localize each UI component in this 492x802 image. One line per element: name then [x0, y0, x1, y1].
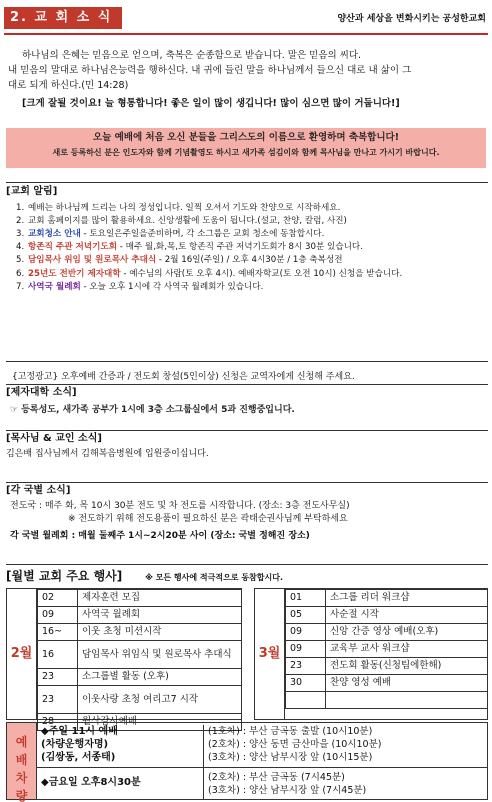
pastor-body: 김은배 집사님께서 김해복음병원에 입원중이십니다.: [6, 448, 209, 459]
notice-text: - 예수님의 사람(토 오후 4시). 예배자학교(토 오전 10시) 신청을 받습니다.: [120, 268, 403, 279]
church-motto: 양산과 세상을 변화시키는 공성한교회: [337, 14, 486, 24]
event-date: [286, 692, 326, 709]
sunday-service: [41, 725, 199, 764]
events-header: [6, 564, 488, 584]
event-name: 월삭감사예배: [78, 714, 242, 731]
bus-route: (3호차) : 양산 남부시장 앞 (7시45분): [208, 785, 367, 796]
notice-number: 2.: [16, 215, 25, 226]
sunday-routes: [203, 725, 381, 769]
march-events-table: [285, 589, 488, 709]
event-name: 제자훈련 모집: [78, 590, 242, 607]
event-name: 담임목사 위임식 및 원로목사 추대식: [78, 641, 242, 669]
notice-number: 7.: [16, 281, 25, 292]
notice-text: 교회 홈페이지를 많이 활용하세요. 신앙생활에 도움이 됩니다.(설교, 찬양, 칼럼, 사진): [28, 215, 347, 226]
event-row: [38, 686, 242, 714]
notice-text: - 오늘 오후 1시에 각 사역국 월례회가 있습니다.: [80, 281, 264, 292]
event-date: 02: [38, 590, 78, 607]
bus-route: (2호차) : 부산 금곡동 (7시45분): [208, 772, 345, 783]
sunday-drivers-label: (차량운행자명): [41, 739, 109, 750]
event-row: [38, 607, 242, 624]
february-events-table: [37, 589, 242, 731]
disciple-box: [6, 384, 488, 420]
disciple-body: ☞ 등록성도, 새가족 공부가 1시에 3층 소그룹실에서 5과 진행중입니다.: [10, 404, 295, 415]
verse-confession: [크게 잘될 것이요! 늘 형통합니다! 좋은 일이 많이 생깁니다! 많이 심으면 많이 거둡니다!]: [22, 97, 400, 109]
notice-text: 예배는 하나님께 드리는 나의 정성입니다. 일찍 오셔서 기도와 찬양으로 시작하세요.: [28, 202, 341, 213]
bus-schedule: [6, 722, 488, 800]
event-date: 16: [38, 641, 78, 669]
friday-bus-row: [37, 768, 487, 800]
event-date: 28: [38, 714, 78, 731]
notice-item: [16, 202, 488, 215]
welcome-banner: [6, 128, 486, 168]
event-row: [38, 669, 242, 686]
event-name: 사역국 월례회: [78, 607, 242, 624]
welcome-line: 새로 등록하신 분은 인도자와 함께 기념촬영도 하시고 새가족 섬김이와 함께 목사님을 만나고 가시기 바랍니다.: [52, 147, 440, 157]
month-label: 2월: [7, 589, 37, 719]
event-date: 01: [286, 590, 326, 607]
event-name: 교육부 교사 워크샵: [326, 641, 488, 658]
event-row: [286, 692, 488, 709]
event-row: [286, 607, 488, 624]
notice-text: - 매주 월,화,목,토 항존직 주관 저녁기도회가 8시 30분 있습니다.: [117, 242, 363, 253]
event-name: 이웃 초청 미션시작: [78, 624, 242, 641]
month-label: 3월: [255, 589, 285, 719]
bus-route: (3호차) : 양산 남부시장 앞 (10시15분): [208, 752, 373, 763]
welcome-line: 오늘 예배에 처음 오신 분들을 그리스도의 이름으로 환영하며 축복합니다!: [92, 132, 400, 143]
event-name: 전도회 활동(신청팀에한해): [326, 658, 488, 675]
notice-highlight: 항존직 주관 저녁기도회: [28, 242, 117, 253]
missions-line: 전도국 : 매주 화, 목 10시 30분 전도 및 차 전도를 시작합니다. (장소: 3층 전도사무실): [10, 500, 350, 511]
event-date: 30: [286, 675, 326, 692]
disciple-title: [제자대학 소식]: [6, 387, 77, 398]
notice-item: [16, 268, 488, 281]
notice-number: 3.: [16, 228, 25, 239]
events-title: [월별 교회 주요 행사]: [6, 569, 123, 583]
event-date: 16~: [38, 624, 78, 641]
verse-block: [8, 48, 486, 111]
notice-highlight: 25년도 전반기 제자대학: [28, 268, 121, 279]
sunday-bus-row: [37, 723, 487, 768]
event-row: [286, 590, 488, 607]
notice-highlight: 담임목사 위임 및 원로목사 추대식: [28, 255, 157, 266]
header: [4, 5, 488, 35]
notice-number: 5.: [16, 255, 25, 266]
event-row: [286, 624, 488, 641]
event-row: [286, 658, 488, 675]
notice-number: 6.: [16, 268, 25, 279]
event-name: [326, 692, 488, 709]
event-row: [286, 675, 488, 692]
notice-highlight: 사역국 월례회: [28, 281, 81, 292]
verse-line: 내 믿음의 말대로 하나님은능력을 행하신다. 내 귀에 들린 말을 하나님께서 들으신 대로 내 삶이 그: [8, 65, 412, 77]
fixed-ad: {고정광고} 오후예배 간증과 / 전도회 창설(5인이상) 신청은 교역자에게 신청해 주세요.: [12, 372, 355, 382]
notice-item: [16, 241, 488, 254]
bus-label: 예배차량: [7, 723, 37, 799]
pastor-title: [목사님 & 교인 소식]: [6, 433, 102, 444]
event-name: 신앙 간증 영상 예배(오후): [326, 624, 488, 641]
missions-line: 각 국별 월례회 : 매월 둘째주 1시~2시20분 사이 (장소: 국별 정해진 장소): [10, 531, 310, 541]
notice-item: [16, 215, 488, 228]
notice-item: [16, 228, 488, 241]
notice-number: 1.: [16, 202, 25, 213]
events-note: ※ 모든 행사에 적극적으로 동참합시다.: [145, 573, 284, 582]
bus-route: (1호차) : 부산 금곡동 출발 (10시10분): [208, 726, 373, 737]
event-name: 찬양 영성 예배: [326, 675, 488, 692]
section-title: 2. 교 회 소 식: [4, 7, 122, 29]
verse-line: 하나님의 은혜는 믿음으로 얻으며, 축복은 순종함으로 받습니다. 말은 믿음의 씨다.: [22, 50, 362, 61]
verse-line: 대로 되게 하신다.(민 14:28): [8, 80, 129, 92]
notice-text: - 2월 16일(주일) / 오후 4시30분 / 1층 축복성전: [156, 255, 343, 266]
pastor-box: [6, 430, 488, 466]
friday-service-title: ◆금요일 오후8시30분: [41, 777, 141, 788]
event-date: 05: [286, 607, 326, 624]
event-date: 09: [38, 607, 78, 624]
calendar-march: [254, 588, 488, 720]
notices-title: [교회 알림]: [6, 186, 58, 197]
notice-highlight: 교회청소 안내: [28, 228, 81, 239]
event-date: 23: [38, 686, 78, 714]
event-date: 23: [38, 669, 78, 686]
event-row: [38, 590, 242, 607]
missions-line: ※ 전도하기 위해 전도용품이 필요하신 분은 곽태순권사님께 부탁하세요: [68, 513, 348, 524]
notices-list: [6, 202, 488, 294]
notice-number: 4.: [16, 242, 25, 253]
event-date: 23: [286, 658, 326, 675]
event-name: 이웃사랑 초청 여리고7 시작: [78, 686, 242, 714]
missions-box: [6, 482, 488, 556]
church-notices: [6, 182, 488, 362]
sunday-drivers: (김쌍동, 서종태): [41, 752, 116, 763]
event-name: 소그룹별 활동 (오후): [78, 669, 242, 686]
friday-routes: [203, 768, 366, 800]
event-row: [38, 624, 242, 641]
event-row: [286, 641, 488, 658]
event-row: [38, 641, 242, 669]
notice-item: [16, 254, 488, 267]
event-name: 소그룹 리더 워크샵: [326, 590, 488, 607]
event-date: 09: [286, 624, 326, 641]
bus-route: (2호차) : 양산 동면 금산마을 (10시10분): [208, 739, 382, 750]
notice-item: [16, 281, 488, 294]
calendar-february: [6, 588, 242, 728]
event-name: 사순절 시작: [326, 607, 488, 624]
sunday-service-title: ◆주일 11시 예배: [41, 726, 118, 737]
event-date: 09: [286, 641, 326, 658]
missions-title: [각 국별 소식]: [6, 485, 71, 496]
notice-text: - 토요일은주일을준비하며, 각 소그룹은 교회 청소에 동참합시다.: [80, 228, 325, 239]
